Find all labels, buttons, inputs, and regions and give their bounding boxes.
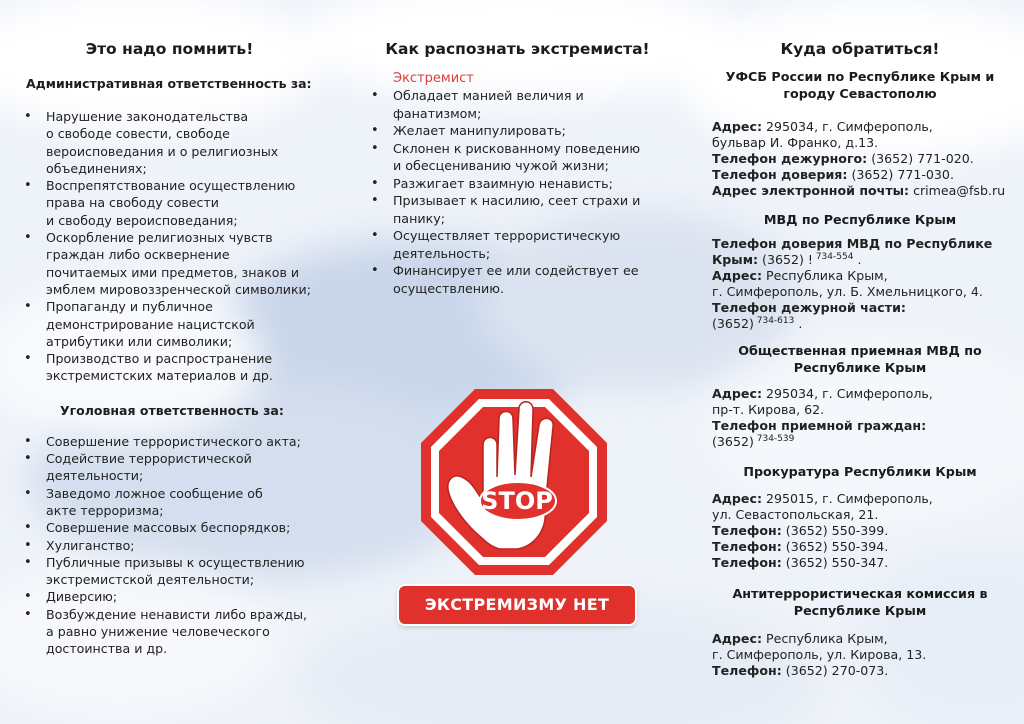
list-item: • Нарушение законодательства о свободе совести, свободе вероисповедания и о религиозных объединениях; (22, 108, 327, 177)
list-item: • Склонен к рискованному поведению и обесцениванию чужой жизни; (365, 140, 670, 175)
prosecutor-title: Прокуратура Республики Крым (743, 464, 977, 479)
list-item: • Производство и распространение экстремистских материалов и др. (22, 350, 327, 385)
middle-column (365, 0, 670, 297)
mvd-info: Телефон доверия МВД по Республике Крым: (3652) ! $^{734-554}$ . Адрес: Республика Крым, г. Симферополь, ул. Б. Хмельницкого, 4. Телефон дежурной части: (3652) $^{734-613}$ . (712, 236, 993, 331)
criminal-heading: Уголовная ответственность за: (60, 402, 284, 418)
right-column-title: Куда обратиться! (771, 36, 948, 62)
list-item: • Обладает манией величия и фанатизмом; (365, 87, 670, 122)
left-column (22, 0, 327, 658)
commission-section (712, 585, 1008, 679)
fsb-title: УФСБ России по Республике Крым и городу Севастополю (725, 69, 995, 101)
list-item: • Содействие террористической деятельности; (22, 450, 327, 485)
prosecutor-info: Адрес: 295015, г. Симферополь, ул. Севастопольская, 21. Телефон: (3652) 550-399. Телефон: (3652) 550-394. Телефон: (3652) 550-347. (712, 491, 933, 570)
fsb-section (712, 68, 1008, 199)
admin-list (22, 108, 327, 385)
list-item: • Возбуждение ненависти либо вражды, а равно унижение человеческого достоинства и др. (22, 606, 327, 658)
fsb-info: Адрес: 295034, г. Симферополь, бульвар И. Франко, д.13. Телефон дежурного: (3652) 771-020. Телефон доверия: (3652) 771-030. Адрес электронной почты: crimea@fsb.ru (712, 119, 1006, 198)
list-item: • Призывает к насилию, сеет страхи и панику; (365, 192, 670, 227)
mvd-section (712, 211, 1008, 332)
stop-hand-sign-icon (421, 389, 607, 575)
list-item: • Финансирует ее или содействует ее осуществлению. (365, 262, 670, 297)
list-item: • Совершение массовых беспорядков; (22, 519, 327, 536)
reception-title: Общественная приемная МВД по Республике Крым (738, 343, 982, 375)
stop-sign-text: STOP (481, 487, 553, 515)
list-item: • Пропаганду и публичное демонстрирование нацистской атрибутики или символики; (22, 298, 327, 350)
commission-info: Адрес: Республика Крым, г. Симферополь, ул. Кирова, 13. Телефон: (3652) 270-073. (712, 631, 927, 678)
commission-title: Антитеррористическая комиссия в Республике Крым (732, 586, 988, 618)
list-item: • Оскорбление религиозных чувств граждан либо осквернение почитаемых ими предметов, знаков и эмблем мировоззренческой символики; (22, 229, 327, 298)
right-column (712, 0, 1008, 679)
mvd-title: МВД по Республике Крым (763, 212, 957, 227)
admin-heading: Административная ответственность за: (26, 76, 312, 91)
list-item: • Публичные призывы к осуществлению экстремистской деятельности; (22, 554, 327, 589)
list-item: • Заведомо ложное сообщение об акте терроризма; (22, 485, 327, 520)
list-item: • Совершение террористического акта; (22, 433, 327, 450)
extremist-traits-list (365, 87, 670, 297)
extremist-label: Экстремист (393, 71, 474, 86)
list-item: • Желает манипулировать; (365, 122, 670, 140)
prosecutor-section (712, 463, 1008, 571)
list-item: • Осуществляет террористическую деятельность; (365, 227, 670, 262)
reception-info: Адрес: 295034, г. Симферополь, пр-т. Кирова, 62. Телефон приемной граждан: (3652) $^{734-539}$ (712, 386, 933, 449)
reception-section (712, 342, 1008, 450)
left-column-title: Это надо помнить! (77, 36, 263, 62)
criminal-list (22, 433, 327, 658)
list-item: • Разжигает взаимную ненависть; (365, 175, 670, 193)
middle-column-title: Как распознать экстремиста! (376, 36, 658, 62)
list-item: • Диверсию; (22, 588, 327, 605)
list-item: • Хулиганство; (22, 537, 327, 554)
list-item: • Воспрепятствование осуществлению права на свободу совести и свободу вероисповедания; (22, 177, 327, 229)
no-extremism-banner: ЭКСТРЕМИЗМУ НЕТ (399, 586, 635, 624)
